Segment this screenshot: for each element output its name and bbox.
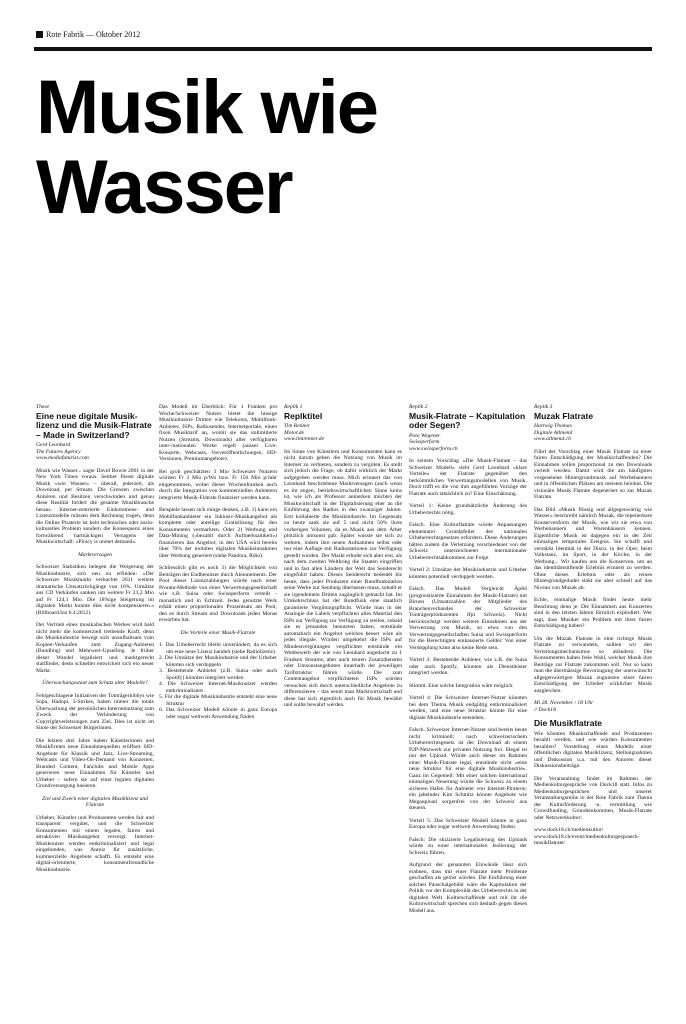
paragraph: Vorteil 2: Umsätze der Musikindustrie und Urheber könnten potentiell verdoppelt werden.	[409, 567, 527, 580]
paragraph: Schliesslich gibt es noch 3) die Möglichkeit von Beiträgen der Endbenutzer durch Abonnements. Der Pool dieser Lizenzzahlungen würde nach einer Prorata-Methode von einer Verwertungsgesellschaft wie z.B. Suisa oder Swissperform verteilt - monatlich und in Echtzeit. Jedes genutzte Werk erhält einen proportionalen Prozentsatz am Pool, den es durch Stream und Downloads jeden Monat erworben hat.	[159, 565, 277, 623]
paragraph: Musik wie Wasser... sagte David Bowie 2001 in der New York Times voraus. Seither fliesst digitale Musik «wie Wasser» – überall, jederzeit, als Download, per Stream. Die Grenzen zwischen Anhören und Besitzen verschwinden und genau diese Realität fordert die gesamte Musikbranche heraus. Internet-zentrierte Einkommens- und Lizenzmodelle müssen dem Rechnung tragen, denn die Online Piraterie ist kein technisches oder sozio-kulturelles Problem sondern die Konsequenz eines fortwährend hartnäckigen Versagens der Musikwirtschaft: «Piracy is unmet demand».	[36, 467, 154, 545]
author-org: Motor.de	[284, 429, 305, 436]
paragraph: Schweizer Statistiken belegen die Weigerung der Musikindustrie, sich neu zu erfinden: «Der Schweizer Musikmarkt verbuchte 2011 weitere dramatische Umsatzrückgänge von 16%. Umsätze aus CD Verkäufen sanken um weitere Fr 23,2 Mio auf Fr 124,1 Mio. Die 18%ige Steigerung im digitalen Markt konnte dies nicht kompensieren.» (Billboard.biz 6.4.2012).	[36, 564, 154, 616]
author-org: Digitale Allmend	[534, 429, 573, 436]
article-title: Replktitel	[284, 410, 323, 421]
author-meta	[36, 442, 154, 462]
article-kicker: Replik 1	[284, 404, 303, 410]
paragraph: Stimmt. Eine solche Integration wäre möglich.	[409, 682, 514, 689]
paragraph: Echte, einmalige Musik findet heute mehr Beachtung denn je. Die Einnahmen aus Konzerten sind in den letzten Jahren förmlich explodiert. Wer sagt, dass Musiker ein Problem mit ihrer fairen Entschädigung haben?	[534, 597, 652, 629]
paragraph: Die Veranstaltung findet im Rahmen der Medienkulturgespräche von Dock18 statt. Infos zu Medienkulturgesprächen und unserer Veranstaltungsreihe in der Rote Fabrik zum Thema der Kulturförderung -u. vermittlung wie Crowdfunding, Grundeinkommen, Musik-Flatrate oder Netzwerkkultur:	[534, 775, 652, 821]
article-column-these	[36, 404, 154, 879]
paragraph: Der Vertrieb eines musikalischen Werkes wird bald nicht mehr die kommerziell treibende Kraft, denn die Musikindustrie bewegt sich unaufhaltsam vom Kopien-Verkaufen zum Zugang-Anbieten (Bundling) und Mehrwert-Upselling. Je früher dieser Wandel legalisiert und marktgerecht stattfindet, desto schneller entwickelt sich ein neuer Markt.	[36, 622, 154, 674]
subheading: Überwachungsstaat zum Schutz alter Modelle?	[42, 680, 148, 686]
list-item: 6. Das Schweizer Modell könnte in ganz Europa oder sogar weltweit Anwendung finden	[159, 707, 277, 720]
article-column-replik-3	[534, 404, 652, 853]
article-kicker: These	[36, 404, 50, 410]
author-name: Hartwig Thomas	[534, 423, 572, 429]
paragraph: Falsch. Eine Kulturflatrate würde Anpassungen elementarer Grundpfeiler des nationalen Urheberrechtsgesetzes erfordern. Diese Änderungen hätten zudem die Verletzung verschiedener von der Schweiz unterzeichneter internationaler Urheberrechtsabkommen zur Folge.	[409, 522, 527, 561]
list-item: 1. Das Urheberrecht bleibt unverändert, da es sich um eine neue Lizenz handelt (siehe Radiolizenz)	[159, 642, 277, 655]
paragraph: Um die Muzak Flatrate in eine richtige Musik Flatrate zu verwandeln, sollten wir den Verteilungsmechanismus so abändern: Die Konsumenten haben freie Wahl, welcher Musik ihre Beiträge zur Flatrate zukommen soll. Nur so kann man die übermässige Bevorzugung der unerwünscht allgegenwärtigen Muzak zugunsten einer fairen Entschädigung der Urheber wirklicher Musik ausgleichen.	[534, 635, 652, 694]
author-meta	[284, 423, 402, 443]
paragraph: Falsch. Das Modell Vergleicht Äpfel (prognostizierte Einnahmen der Musik-Flatrate) mit Birnen (Umsatzzahlen der Mitglieder des Branchenverbandes der Schweizer Tonträgerproduzenten Ifpi Schweiz). Nicht berücksichtigt werden weitere Einnahmen aus der Verwertung von Musik, so etwa von den Verwertungsgesellschaften Suisa und Swissperform für die Berechtigten einkassierte Gelder. Von einer Verdopplung kann also keine Rede sein.	[409, 586, 527, 651]
author-meta	[409, 433, 527, 453]
author-org: Swissperform	[409, 439, 440, 445]
author-name: Tim Renner	[284, 423, 310, 429]
paragraph: Vorteil 5: Das Schweizer Modell könnte in ganz Europa oder sogar weltweit Anwendung finden.	[409, 817, 527, 830]
article-column-replik-1	[284, 404, 402, 715]
paragraph: Vorteil 3: Bestehende Anbieter, wie z.B. die Suisa oder auch Spotify, könnten als Dienstleister integriert werden.	[409, 657, 527, 676]
event-venue: // Dock18	[534, 706, 556, 713]
author-link[interactable]: www.swissperform.ch	[409, 445, 458, 452]
paragraph: Wie könnten Musikschaffende und Produzenten bezahlt werden, und wie würden Konsumenten bezahlen? Vorstellung eines Modells einer öffentlichen digitalen Musiklizenz, Stellungnahmen und Diskussion u.a. mit den Autoren dieser Diskussionsbeiträge.	[534, 730, 652, 769]
subheading: Marktversagen	[78, 551, 112, 558]
event-title: Die Musikflatrate	[534, 718, 603, 728]
paragraph: Die letzten drei Jahre haben Künstlerinnen und Musikfirmen neue Einnahmequellen eröffnet. HD-Angebote für Klassik und Jazz, Live-Streaming, Webcasts und Video-On-Demand von Konzerten, Branded Content, Fanclubs und Mobile Apps generieren neue Einnahmen für Künstler und Urheber – sofern sie auf einer legalen digitalen Grundversorgung basieren.	[36, 737, 154, 789]
paragraph: Vorteil 1: Keine grundsätzliche Änderung des Urheberrechts nötig.	[409, 503, 527, 516]
article-kicker: Replik 2	[409, 404, 428, 410]
paragraph: Falsch: Die skizzierte Legalisierung des Uploads würde zu einer internationalen Isolierung der Schweiz führen.	[409, 836, 527, 856]
paragraph: In seinem Vorschlag «Die Musik-Flatrate - das Schweizer Modell» sieht Gerd Leonhard «klare Vorteile» der Flatrate gegenüber den herkömmlichen Verwertungsmodellen von Musik. Doch trifft es die von ihm angeführten Vorzüge der Flatrate auch tatsächlich zu? Eine Einschätzung.	[409, 458, 527, 497]
event-date: Mi 28. November / 18 Uhr	[534, 700, 594, 706]
paragraph: Fehlgeschlagene Initiativen der Tonträgerlobbys wie Sopa, Hadopi, 3-Strikes, haben immer die totale Überwachung der persönlichen Internetnutzung zum Zweck der Verhinderung von Copyrightverletzungen zum Ziel. Dies ist nicht im Sinne der Schweizer Bürgerinnen.	[36, 692, 154, 731]
author-name: Poto Wegener	[409, 432, 441, 439]
paragraph: Urheber, Künstler und Produzenten werden fair und transparent vergütet, und die Schweizer Konsumenten mit einem legalen, fairen und attraktiven Musikangebot versorgt. Internet-Musiknutzer werden entkriminalisiert und legal eingebunden, was Anreiz für zusätzliche, kommerzielle Angebote schafft. Es entsteht eine digital-orientierte, konsumentfreundliche Musikindustrie.	[36, 814, 154, 873]
subheading: Ziel und Zweck einer digitalen Musiklizenz und Flatrate	[42, 795, 148, 808]
author-link[interactable]: www.timrenner.de	[284, 436, 325, 442]
page-headline	[36, 65, 377, 230]
headline-line-1: Musik wie	[36, 65, 377, 150]
headline-line-2: Wasser	[36, 145, 292, 230]
author-link[interactable]: www.mediafuturist.com	[36, 455, 89, 461]
header-rule	[34, 47, 652, 51]
list-item: 3. Bestehende Anbieter (z.B. Suisa oder auch Spotify) könnten integriert werden	[159, 668, 277, 681]
author-name: Gerd Leonhard	[36, 442, 71, 448]
advantages-list	[159, 642, 277, 720]
paragraph: Das Modell im Überblick: Für 1 Franken pro Woche/Schweizer Nutzer bietet die hiesige Musikindustrie Dritten wie Telekoms, Mobilfunk-Anbieter, ISPs, Radiosender, Internetportale, einen fixen Musiktarif an, womit sie das unlimitierte Nutzen (Streams, Downloads) aller verfügbaren inter-/nationalen Werke regelt (ausser Live-Konzerte, Webcasts, Vorveröffentlichungen, HD-Versionen, Premiumangebote).	[159, 404, 277, 462]
article-title: Muzak Flatrate	[534, 410, 594, 421]
header-text: Rote Fabrik — Oktober 2012	[46, 30, 141, 39]
paragraph: Im Sinne von Künstlern und Konsumenten kann es nicht darum gehen die Nutzung von Musik im Internet zu verbieten, sondern zu vergüten. Es stellt sich jedoch die Frage, ob dafür wirklich der Markt aufgegeben werden muss. Mich erinnert das von Leonhard beschriebene Marktversagen (auch wenn es im engen, betriebswirtschaftlichen Sinne keins ist, wie ich als Professor anmerken möchte) der Musikwirtschaft in der Digitalisierung eher an die Einführung des Radios in den zwanziger Jahren. Erst kollabierte die Musikindustrie. Im Gegensatz zu heute sank sie auf 5 und nicht 50% ihres vorherigen Volumen, da es Musik aus dem Äther plötzlich umsonst gab. Später wusste sie sich zu wehren, indem ihre neuen Aufnahmen selbst oder nur eine Auflage mit Radiostationen zur Verfügung gestellt wurden. Der Markt erholte sich aber erst, als nach dem zweiten Weltkrieg die Staaten eingriffen und in fast allen Ländern der Welt das Senderecht eingeführt haben. Dieses Senderecht bedeutet bis heute, dass jeder Produzent einer Rundfunkstation seine Werke zur Sendung überlassen muss, sobald er sie irgendeinem Dritten zugänglich gemacht hat. Im Umkehrschluss hat der Rundfunk eine staatlich garantierte Vergütungspflicht. Würde man in der Analogie die Labels verpflichten alles Material den ISPs zur Verfügung zur Verfügung zu stellen, sobald sie es jemanden benutzten haben, entstünde automatisch ein Angebot welches besser wäre als jedes illegale. Würden umgekehrt die ISPs auf Mindestvergütungen verpflichtet entstünde ein Wettbewerb der wie von Leonhard angedacht zu 1 Franken Streams, aber auch teuren Zusatzdiensten oder Umsonstangeboten innerhalb der jeweiligen Tarifstruktur führen würde. Die zum Contentangebot verpflichteten ISPs würden versuchen sich durch unterschiedliche Angebote zu differenzieren – das nennt man Marktwirtschaft und diese hat sich eigentlich auch für Musik bewährt und sollte bewahrt werden.	[284, 448, 402, 708]
event-meta	[534, 700, 652, 713]
list-item: 5. Für die digitale Musikindustrie entsteht eine neue Struktur	[159, 694, 277, 707]
author-org: The Futures Agency	[36, 448, 81, 455]
paragraph: Bei grob geschätzten 3 Mio Schweizer Nutzern würden Fr 3 Mio p/Wo bzw. Fr 156 Mio p/Jahr eingenommen, wobei dieser Wochenfranken auch durch die Integration von kommerziellen Anbietern integrierte Musik-Flatrate finanziert werden kann.	[159, 468, 277, 501]
article-title: Eine neue digitale Musiklizenz und die Musik-Flatrate – Made in Switzerland?	[36, 410, 152, 440]
list-item: 2. Die Umsätze der Musikindustrie und der Urheber könnten sich verdoppeln	[159, 655, 277, 668]
article-column-replik-2	[409, 404, 527, 920]
paragraph: Aufgrund der genannten Einwände lässt sich erahnen, dass mit einer Flatrate mehr Probleme geschaffen als gelöst würden. Die Einführung einer solchen Pauschalgebühr wäre die Kapitulation der Politik vor der Komplexität des Urheberrechts in der digitalen Welt. Kulturschaffende und mit ihr die Kulturwirtschaft sprechen sich deshalb gegen dieses Modell aus.	[409, 862, 527, 914]
paragraph: Beispiele lassen sich einige denken, z.B. 1) kann ein Mobilfunkanbieter ein Inklusiv-Musikangebot als komplette oder anteilige Gratislösung für den Konsumenten vermarkten. Oder 2) Werbung und Data-Mining (»bezahlt durch Aufmerksamkeit«) finanzieren das Angebot; in den USA wird bereits über 70% der mobilen digitalen Musikeinnahmen über Werbung generiert (siehe Pandora, Rdio).	[159, 507, 277, 559]
list-item: 4. Die Schweizer Internet-Musiknutzer werden entkriminalisiert	[159, 681, 277, 694]
paragraph: Falsch. Schweizer Internet-Nutzer sind bereits heute nicht kriminell; nach schweizerischem Urheberrechtsgesetz ist der Download ab einem P2P-Netzwerk zur privaten Nutzung frei. Illegal ist nur der Upload. Würde auch dieser im Rahmen einer Musik-Flatrate legal, entstünde nicht «eine neue Struktur für eine digitale Musikindustrie». Ganz im Gegenteil: Mit einer solchen international einmaligen Neuerung würde die Schweiz zu einem sicheren Hafen für Anbieter von Internet-Piraterie; ein jahelnder Kim Schmitz könnte Angebote wie Megaupload sorgenfrei von der Schweiz aus steuern.	[409, 727, 527, 811]
article-kicker: Replik 3	[534, 404, 553, 410]
subheading: Die Vorteile einer Musik-Flatrate	[180, 629, 256, 636]
author-link[interactable]: www.allmend.ch	[534, 436, 571, 442]
paragraph: Vorteil 4: Die Schweizer Internet-Nutzer könnten bei dem Thema Musik endgültig entkriminalisiert werden, und eine neue Struktur könnte für eine digitale Musikindustrie entstehen.	[409, 695, 527, 721]
paragraph: Führt der Vorschlag einer Musik Flatrate zu einer fairen Entschädigung der Musikschaffenden? Die Einnahmen sollen proportional zu den Downloads verteilt werden. Damit wird die am häufigsten vorgesehene Hintergrundmusik auf Werbebannern und in öffentlichen Plätzen am meisten belohnt. Die visionäre Musik Flatrate degeneriert so zur Muzak Flatrate.	[534, 448, 652, 500]
article-title: Musik-Flatrate – Kapitulation oder Segen?	[409, 410, 526, 430]
rote-fabrik-logo-icon	[36, 31, 43, 38]
article-column-these-continued	[159, 404, 277, 726]
author-meta	[534, 423, 652, 443]
paragraph: Das Bild «Musik flüssig und allgegenwärtig wie Wasser» beschreibt nämlich Muzak, die repetierbare Konservenform der Musik, wie wir sie etwa von Werbebannern und Warenhäusern kennen. Eigentliche Musik ist dagegen ein in der Zeit einmaliges temporales Ereignis. Sie schafft und verstärkt Identität in der Disco, in der Oper, beim Volkstanz, im Sport, in der Kirche, in der Werbung... Wir kaufen uns die Konserven, um an das identitätsstiftende Erlebnis erinnert zu werden. Ohne dieses Erlebnis oder als reines Hintergrundgedudel sinkt sie aber schnell auf das Niveau von Muzak ab.	[534, 506, 652, 591]
event-link[interactable]: www.dock18.ch/medienkultur/ www.dock18.ch/event/medienkulturgespraech-musikflatrate/	[534, 827, 640, 846]
